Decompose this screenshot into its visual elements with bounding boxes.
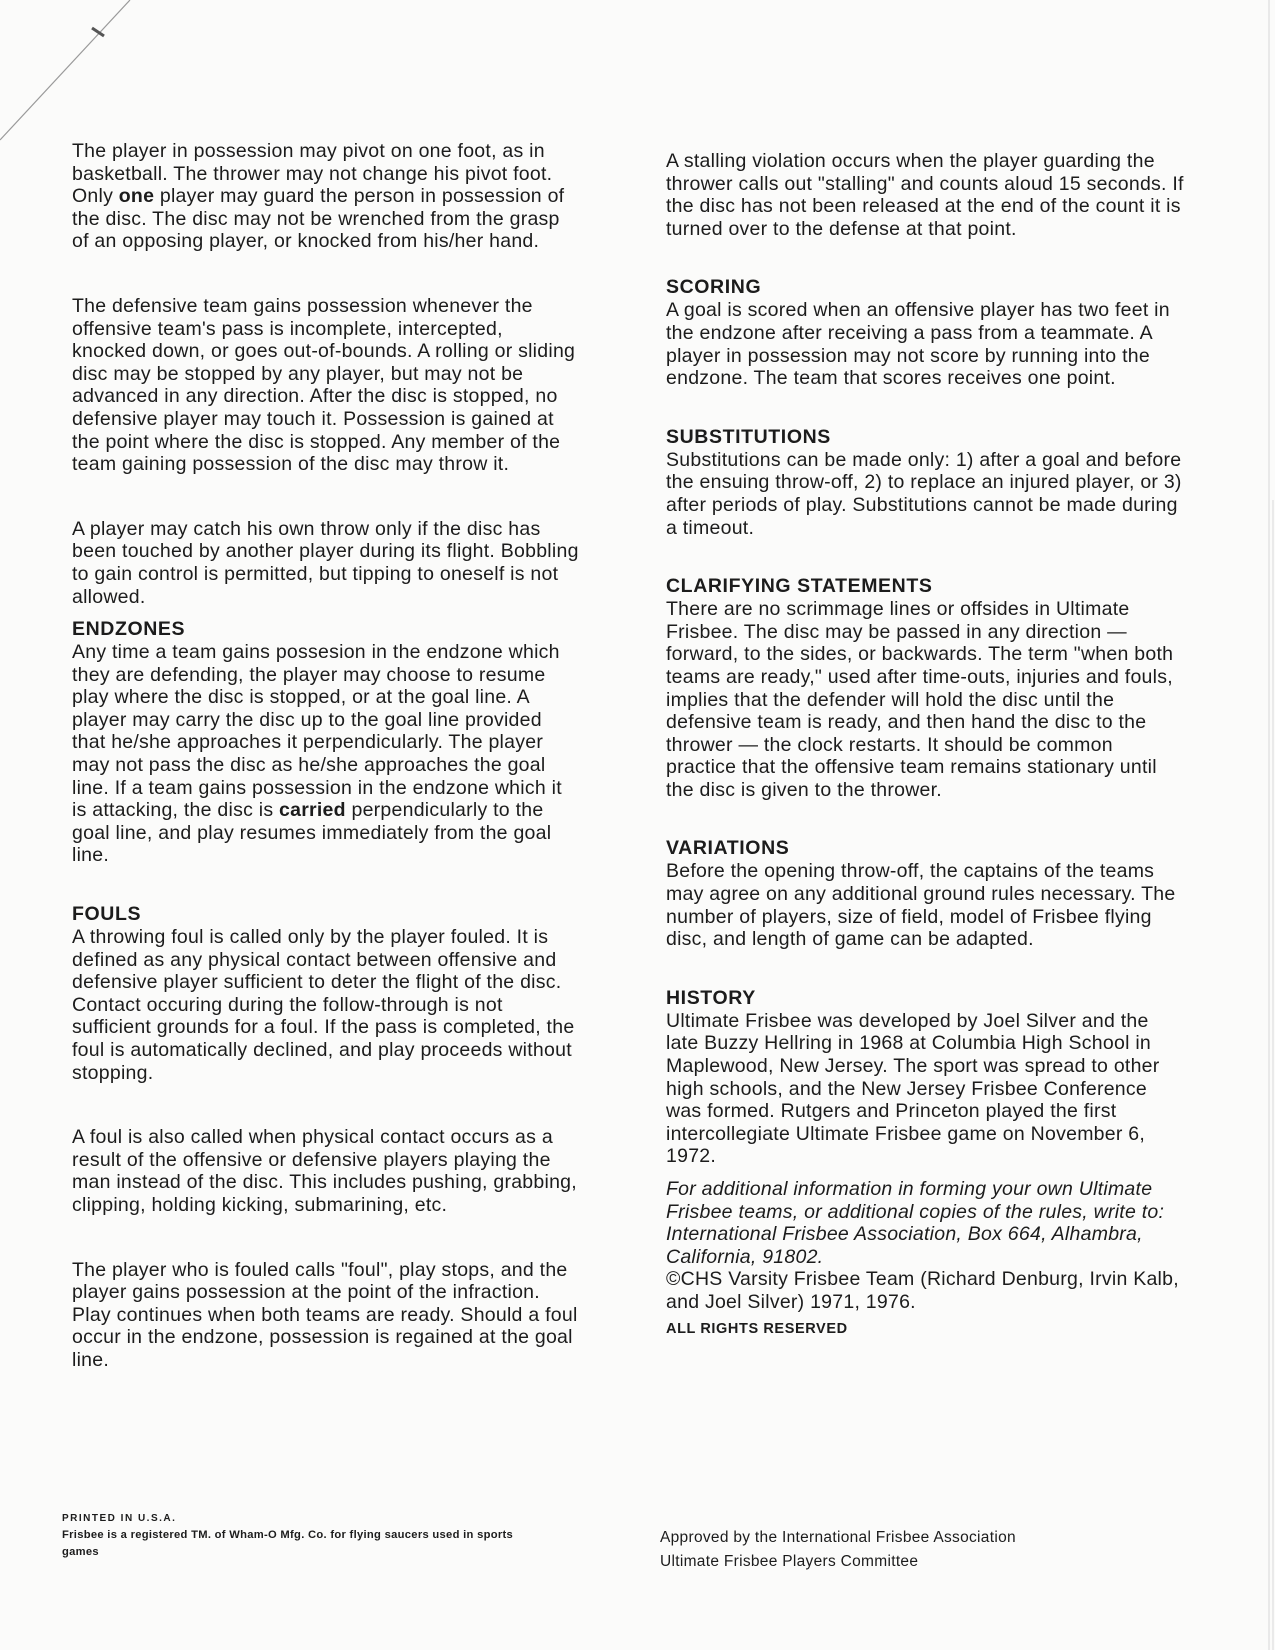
- trademark-note: Frisbee is a registered TM. of Wham-O Mfg. Co. for flying saucers used in sports games: [62, 1529, 514, 1558]
- printed-label: PRINTED IN U.S.A.: [62, 1513, 177, 1524]
- page-fold-mark: [0, 0, 160, 150]
- history-heading: HISTORY: [666, 986, 756, 1009]
- history-paragraph: Ultimate Frisbee was developed by Joel Silver and the late Buzzy Hellring in 1968 at Columbia High School in Maplewood, New Jersey. The sport was spread to other high schools, and the New Jersey Frisbee Conference was formed. Rutgers and Princeton played the first intercollegiate Ultimate Frisbee game on November 6, 1972.: [666, 1009, 1160, 1168]
- foul-call-paragraph: The player who is fouled calls "foul", play stops, and the player gains possession at the point of the infraction. Play continues when both teams are ready. Should a foul occur in the endzone, possession is regained at the goal line.: [72, 1258, 578, 1371]
- pivot-text-bold: one: [118, 185, 155, 208]
- endzones-paragraph: [72, 641, 580, 867]
- endzones-heading: ENDZONES: [72, 618, 186, 641]
- catch-paragraph: A player may catch his own throw only if the disc has been touched by another player during its flight. Bobbling to gain control is permitted, but tipping to oneself is not allowed.: [72, 517, 579, 608]
- clarifying-heading: CLARIFYING STATEMENTS: [666, 575, 933, 598]
- page-edge-shadow: [1185, 0, 1275, 1650]
- scoring-heading: SCORING: [666, 276, 762, 299]
- left-column: [72, 140, 580, 1372]
- fouls-heading: FOULS: [72, 903, 142, 926]
- pivot-text-c: player may guard the person in possession of the disc. The disc may not be wrenched from the grasp of an opposing player, or knocked from his/her hand.: [72, 185, 565, 253]
- copyright-line: ©CHS Varsity Frisbee Team (Richard Denburg, Irvin Kalb, and Joel Silver) 1971, 1976.: [666, 1268, 1179, 1313]
- right-column: [666, 150, 1186, 1340]
- substitutions-heading: SUBSTITUTIONS: [666, 425, 831, 448]
- contact-foul-paragraph: A foul is also called when physical contact occurs as a result of the offensive or defensive players playing the man instead of the disc. This includes pushing, grabbing, clipping, holding kicking, submarining, etc.: [72, 1126, 577, 1216]
- approval-line-1: Approved by the International Frisbee Association: [660, 1529, 1016, 1546]
- additional-info-paragraph: For additional information in forming your own Ultimate Frisbee teams, or additional copies of the rules, write to: International Frisbee Association, Box 664, Alhambra, California, 91802.: [666, 1178, 1165, 1268]
- scoring-paragraph: A goal is scored when an offensive player has two feet in the endzone after receiving a pass from a teammate. A player in possession may not score by running into the endzone. The team that scores receives one point.: [666, 299, 1170, 390]
- endzones-text-c: perpendicularly to the goal line, and play resumes immediately from the goal line.: [72, 799, 552, 867]
- rights-reserved: ALL RIGHTS RESERVED: [666, 1320, 848, 1337]
- throwing-foul-paragraph: A throwing foul is called only by the player fouled. It is defined as any physical contact between offensive and defensive player sufficient to deter the flight of the disc. Contact occuring during the follow-through is not sufficient grounds for a foul. If the pass is completed, the foul is automatically declined, and play proceeds without stopping.: [72, 926, 575, 1084]
- endzones-text-a: Any time a team gains possesion in the endzone which they are defending, the player may choose to resume play where the disc is stopped, or at the goal line. A player may carry the disc up to the goal line provided that he/she approaches it perpendicularly. The player may not pass the disc as he/she approaches the goal line. If a team gains possession in the endzone which it is attacking, the disc is: [72, 641, 562, 822]
- possession-paragraph: The defensive team gains possession whenever the offensive team's pass is incomplete, intercepted, knocked down, or goes out-of-bounds. A rolling or sliding disc may be stopped by any player, but may not be advanced in any direction. After the disc is stopped, no defensive player may touch it. Possession is gained at the point where the disc is stopped. Any member of the team gaining possession of the disc may throw it.: [72, 294, 576, 476]
- variations-paragraph: Before the opening throw-off, the captains of the teams may agree on any additional ground rules necessary. The number of players, size of field, model of Frisbee flying disc, and length of game can be adapted.: [666, 860, 1176, 951]
- clarifying-paragraph: There are no scrimmage lines or offsides in Ultimate Frisbee. The disc may be passed in any direction — forward, to the sides, or backwards. The term "when both teams are ready," used after time-outs, injuries and fouls, implies that the defender will hold the disc until the defensive team is ready, and then hand the disc to the thrower — the clock restarts. It should be common practice that the offensive team remains stationary until the disc is given to the thrower.: [666, 598, 1174, 801]
- pivot-text-a: The player in possession may pivot on one foot, as in basketball. The thrower may not change his pivot foot. Only: [72, 140, 553, 208]
- print-notice: [62, 1510, 532, 1561]
- approval-line-2: Ultimate Frisbee Players Committee: [660, 1553, 919, 1570]
- variations-heading: VARIATIONS: [666, 837, 790, 860]
- endzones-text-bold: carried: [279, 799, 346, 822]
- substitutions-paragraph: Substitutions can be made only: 1) after a goal and before the ensuing throw-off, 2) to replace an injured player, or 3) after periods of play. Substitutions cannot be made during a timeout.: [666, 448, 1182, 539]
- approval-note: [660, 1526, 1180, 1574]
- pivot-paragraph: [72, 140, 580, 253]
- stalling-paragraph: A stalling violation occurs when the player guarding the thrower calls out "stalling" and counts aloud 15 seconds. If the disc has not been released at the end of the count it is turned over to the defense at that point.: [666, 150, 1184, 240]
